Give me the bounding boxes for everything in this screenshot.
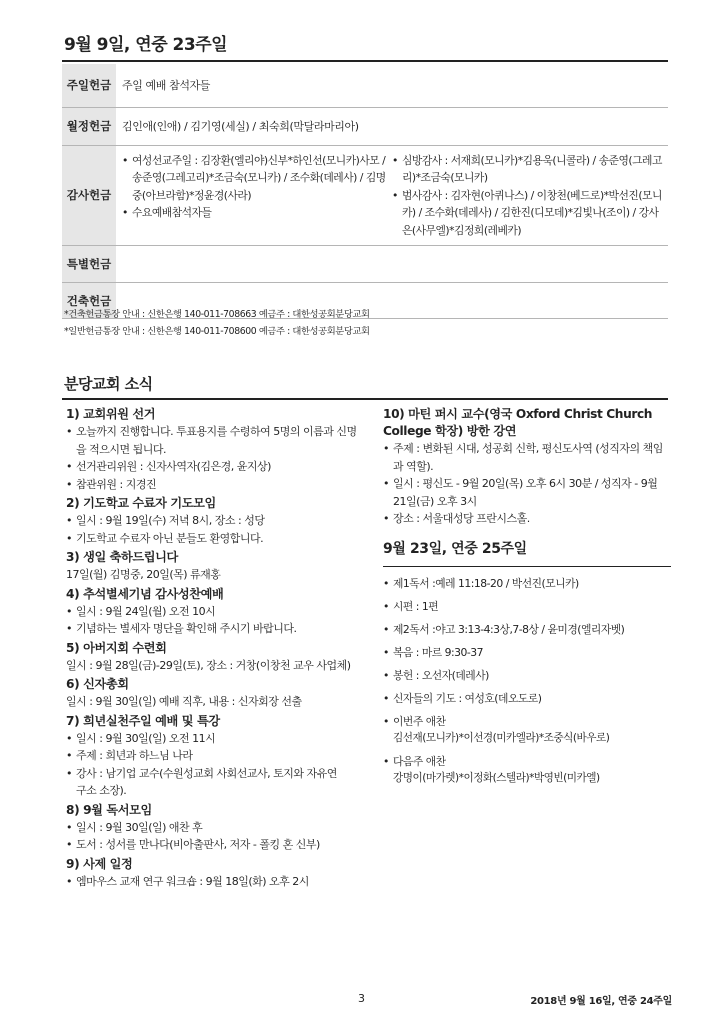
news-item: • 장소 : 서울대성당 프란시스홀. [383, 510, 671, 528]
offering-value: 주일 예배 참석자들 [116, 64, 668, 107]
offering-row [62, 145, 668, 246]
thanks-list-right [392, 152, 662, 240]
news-heading: 2) 기도학교 수료자 기도모임 [66, 496, 216, 510]
news-item: • 강사 : 남기업 교수(수원성교회 사회선교사, 토지와 자유연 [66, 765, 370, 783]
list-item: • 여성선교주일 : 김장환(엘리야)신부*하인선(모니카)사모 / 송준영(그레고리)*조금숙(모니카) / 조수화(데레사) / 김명중(아브라함)*정윤경(사라) [122, 152, 392, 205]
news-heading: 10) 마틴 퍼시 교수(영국 Oxford Christ Church [383, 407, 653, 421]
news-item: • 일시 : 9월 30일(일) 애찬 후 [66, 819, 370, 837]
title-divider [62, 60, 668, 62]
news-item: • 선거관리위원 : 신자사역자(김은경, 윤지상) [66, 458, 370, 476]
news-item-cont: 구소 소장). [76, 784, 127, 797]
offering-label: 감사헌금 [62, 145, 116, 246]
news-title: 분당교회 소식 [64, 375, 153, 393]
offering-row [62, 64, 668, 107]
news-item: • 주제 : 변화된 시대, 성공회 신학, 평신도사역 (성직자의 책임 [383, 440, 671, 458]
news-left-column [66, 404, 370, 890]
page-number: 3 [358, 992, 365, 1005]
offering-row [62, 246, 668, 283]
news-item: • 일시 : 9월 30일(일) 오전 11시 [66, 730, 370, 748]
host-names: 강명이(마가렛)*이정화(스텔라)*박영빈(미카엘) [393, 772, 600, 784]
news-item: • 오늘까지 진행합니다. 투표용지를 수령하여 5명의 이름과 신명 [66, 423, 370, 441]
host-names: 김선재(모니카)*이선경(미카엘라)*조중식(바우로) [393, 731, 610, 744]
list-item: • 수요예배참석자들 [122, 204, 392, 222]
news-heading: 4) 추석별세기념 감사성찬예배 [66, 586, 224, 601]
news-item-cont: 을 적으시면 됩니다. [76, 442, 166, 456]
news-item: • 주제 : 희년과 하느님 나라 [66, 747, 370, 765]
offering-label: 건축헌금 [62, 283, 116, 319]
news-item: • 도서 : 성서를 만나다(비아출판사, 저자 - 폴킹 혼 신부) [66, 836, 370, 854]
news-heading: 8) 9월 독서모임 [66, 802, 152, 817]
service-item: • 복음 : 마르 9:30-37 [383, 644, 671, 661]
footer-date: 2018년 9월 16일, 연중 24주일 [530, 996, 672, 1007]
news-item: • 일시 : 평신도 - 9월 20일(목) 오후 6시 30분 / 성직자 - 9월 [383, 475, 671, 493]
offering-label: 월정헌금 [62, 107, 116, 145]
service-item: • 신자들의 기도 : 여성호(데오도로) [383, 690, 671, 707]
offering-value [116, 246, 668, 283]
next-week-title: 9월 23일, 연중 25주일 [383, 540, 527, 557]
list-item: • 심방감사 : 서재희(모니카)*김용욱(니콜라) / 송준영(그레고리)*조금숙(모니카) [392, 152, 662, 187]
list-item: • 범사감사 : 김자현(아퀴나스) / 이창천(베드로)*박선진(모니카) / 조수화(데레사) / 김한진(디모데)*김빛나(조이) / 강사은(사무엘)*김정희(레베카) [392, 187, 662, 240]
news-heading: 7) 희년실천주일 예배 및 특강 [66, 713, 220, 728]
offering-row [62, 107, 668, 145]
service-item: • 봉헌 : 오선자(데레사) [383, 667, 671, 684]
news-heading: 9) 사제 일정 [66, 856, 133, 871]
news-heading-cont: College 학장) 방한 강연 [383, 424, 517, 438]
news-line: 일시 : 9월 30일(일) 예배 직후, 내용 : 신자회장 선출 [66, 695, 302, 708]
news-divider [62, 398, 668, 400]
news-item: • 엠마우스 교재 연구 워크숍 : 9월 18일(화) 오후 2시 [66, 873, 370, 891]
service-item: • 이번주 애찬 [383, 713, 671, 730]
offering-label: 특별헌금 [62, 246, 116, 283]
news-line: 17일(월) 김명중, 20일(목) 류재홍 [66, 568, 221, 581]
account-note: *일반헌금통장 안내 : 신한은행 140-011-708600 예금주 : 대한성공회분당교회 [64, 326, 370, 337]
news-heading: 6) 신자총회 [66, 677, 129, 691]
news-item-cont: 21일(금) 오후 3시 [393, 494, 477, 508]
news-item: • 기념하는 별세자 명단을 확인해 주시기 바랍니다. [66, 620, 370, 638]
next-week-divider [383, 566, 671, 567]
news-item: • 참관위원 : 지경진 [66, 476, 370, 494]
service-item: • 제2독서 :야고 3:13-4:3상,7-8상 / 윤미경(엘리자벳) [383, 621, 671, 638]
account-note: *건축헌금통장 안내 : 신한은행 140-011-708663 예금주 : 대한성공회분당교회 [64, 309, 370, 320]
news-item: • 일시 : 9월 19일(수) 저녁 8시, 장소 : 성당 [66, 512, 370, 530]
service-item: • 시편 : 1편 [383, 598, 671, 615]
thanks-list-left [122, 152, 392, 240]
page-title: 9월 9일, 연중 23주일 [64, 35, 228, 55]
news-heading: 5) 아버지회 수련회 [66, 640, 167, 655]
news-item: • 기도학교 수료자 아닌 분들도 환영합니다. [66, 530, 370, 548]
offering-label: 주일헌금 [62, 64, 116, 107]
news-item-cont: 과 역할). [393, 459, 434, 473]
service-item: • 제1독서 :예레 11:18-20 / 박선진(모니카) [383, 575, 671, 592]
news-right-column [383, 404, 671, 788]
news-heading: 1) 교회위원 선거 [66, 407, 156, 421]
news-heading: 3) 생일 축하드립니다 [66, 550, 178, 564]
thanks-offering-cell [116, 145, 668, 246]
news-item: • 일시 : 9월 24일(월) 오전 10시 [66, 603, 370, 621]
service-item: • 다음주 애찬 [383, 753, 671, 770]
offering-value: 김인애(인애) / 김기영(세실) / 최숙희(막달라마리아) [116, 107, 668, 145]
offering-table [62, 64, 668, 319]
news-line: 일시 : 9월 28일(금)-29일(토), 장소 : 거창(이창천 교우 사업체) [66, 658, 351, 672]
